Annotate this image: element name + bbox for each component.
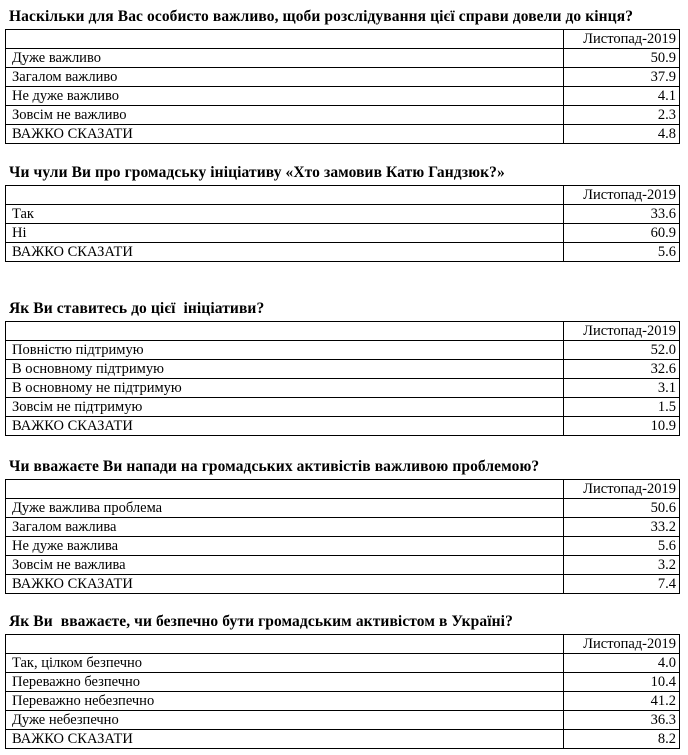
answer-value: 1.5 bbox=[564, 398, 680, 417]
answer-label: Дуже небезпечно bbox=[6, 711, 564, 730]
question-title: Чи чули Ви про громадську ініціативу «Хто замовив Катю Гандзюк?» bbox=[9, 164, 505, 181]
answer-value: 36.3 bbox=[564, 711, 680, 730]
question-block-attitude-initiative bbox=[5, 300, 679, 436]
answer-label: Загалом важлива bbox=[6, 518, 564, 537]
table-row bbox=[6, 537, 680, 556]
question-block-attacks-problem bbox=[5, 458, 679, 594]
answer-value: 8.2 bbox=[564, 730, 680, 749]
table-row bbox=[6, 398, 680, 417]
table-row bbox=[6, 730, 680, 749]
answer-value: 5.6 bbox=[564, 243, 680, 262]
answer-value: 3.1 bbox=[564, 379, 680, 398]
answer-label: Дуже важлива проблема bbox=[6, 499, 564, 518]
table-row bbox=[6, 379, 680, 398]
answer-value: 10.4 bbox=[564, 673, 680, 692]
answer-label: Загалом важливо bbox=[6, 68, 564, 87]
question-title: Як Ви вважаєте, чи безпечно бути громадським активістом в Україні? bbox=[9, 613, 513, 630]
answer-value: 32.6 bbox=[564, 360, 680, 379]
answer-value: 50.9 bbox=[564, 49, 680, 68]
table-row bbox=[6, 224, 680, 243]
header-row bbox=[6, 322, 680, 341]
answer-value: 33.2 bbox=[564, 518, 680, 537]
survey-table bbox=[5, 29, 680, 144]
header-row bbox=[6, 186, 680, 205]
empty-header-cell bbox=[6, 322, 564, 341]
answer-label: В основному підтримую bbox=[6, 360, 564, 379]
empty-header-cell bbox=[6, 30, 564, 49]
answer-label: Повністю підтримую bbox=[6, 341, 564, 360]
period-header: Листопад-2019 bbox=[564, 186, 680, 205]
answer-value: 50.6 bbox=[564, 499, 680, 518]
header-row bbox=[6, 480, 680, 499]
period-header: Листопад-2019 bbox=[564, 635, 680, 654]
answer-label: ВАЖКО СКАЗАТИ bbox=[6, 125, 564, 144]
table-body bbox=[6, 654, 680, 749]
period-header: Листопад-2019 bbox=[564, 322, 680, 341]
table-row bbox=[6, 87, 680, 106]
empty-header-cell bbox=[6, 480, 564, 499]
survey-table bbox=[5, 321, 680, 436]
question-block-investigation-importance bbox=[5, 8, 679, 144]
question-title: Як Ви ставитесь до цієї ініціативи? bbox=[9, 300, 265, 317]
table-row bbox=[6, 417, 680, 436]
answer-label: Так bbox=[6, 205, 564, 224]
table-row bbox=[6, 243, 680, 262]
question-title: Наскільки для Вас особисто важливо, щоби розслідування цієї справи довели до кінця? bbox=[9, 8, 634, 25]
answer-label: Не дуже важлива bbox=[6, 537, 564, 556]
answer-value: 2.3 bbox=[564, 106, 680, 125]
survey-table bbox=[5, 479, 680, 594]
answer-value: 7.4 bbox=[564, 575, 680, 594]
header-row bbox=[6, 635, 680, 654]
table-row bbox=[6, 49, 680, 68]
table-row bbox=[6, 205, 680, 224]
table-body bbox=[6, 205, 680, 262]
answer-label: Зовсім не підтримую bbox=[6, 398, 564, 417]
answer-value: 60.9 bbox=[564, 224, 680, 243]
survey-table bbox=[5, 185, 680, 262]
question-block-heard-initiative bbox=[5, 164, 679, 262]
period-header: Листопад-2019 bbox=[564, 480, 680, 499]
answer-label: Зовсім не важливо bbox=[6, 106, 564, 125]
table-row bbox=[6, 499, 680, 518]
answer-label: Не дуже важливо bbox=[6, 87, 564, 106]
answer-label: ВАЖКО СКАЗАТИ bbox=[6, 730, 564, 749]
answer-label: ВАЖКО СКАЗАТИ bbox=[6, 575, 564, 594]
answer-label: ВАЖКО СКАЗАТИ bbox=[6, 417, 564, 436]
answer-value: 10.9 bbox=[564, 417, 680, 436]
empty-header-cell bbox=[6, 635, 564, 654]
table-row bbox=[6, 106, 680, 125]
answer-label: Зовсім не важлива bbox=[6, 556, 564, 575]
table-row bbox=[6, 341, 680, 360]
question-block-activist-safety bbox=[5, 613, 679, 749]
header-row bbox=[6, 30, 680, 49]
table-row bbox=[6, 575, 680, 594]
answer-label: Переважно небезпечно bbox=[6, 692, 564, 711]
answer-label: В основному не підтримую bbox=[6, 379, 564, 398]
answer-value: 41.2 bbox=[564, 692, 680, 711]
table-row bbox=[6, 654, 680, 673]
answer-value: 3.2 bbox=[564, 556, 680, 575]
table-row bbox=[6, 673, 680, 692]
answer-label: Так, цілком безпечно bbox=[6, 654, 564, 673]
table-row bbox=[6, 125, 680, 144]
answer-value: 37.9 bbox=[564, 68, 680, 87]
answer-value: 33.6 bbox=[564, 205, 680, 224]
table-body bbox=[6, 341, 680, 436]
answer-value: 4.8 bbox=[564, 125, 680, 144]
answer-value: 4.0 bbox=[564, 654, 680, 673]
period-header: Листопад-2019 bbox=[564, 30, 680, 49]
table-row bbox=[6, 711, 680, 730]
answer-label: ВАЖКО СКАЗАТИ bbox=[6, 243, 564, 262]
answer-label: Переважно безпечно bbox=[6, 673, 564, 692]
table-row bbox=[6, 68, 680, 87]
table-row bbox=[6, 518, 680, 537]
table-body bbox=[6, 49, 680, 144]
answer-label: Ні bbox=[6, 224, 564, 243]
table-body bbox=[6, 499, 680, 594]
table-row bbox=[6, 556, 680, 575]
answer-value: 4.1 bbox=[564, 87, 680, 106]
answer-value: 5.6 bbox=[564, 537, 680, 556]
empty-header-cell bbox=[6, 186, 564, 205]
answer-label: Дуже важливо bbox=[6, 49, 564, 68]
table-row bbox=[6, 692, 680, 711]
table-row bbox=[6, 360, 680, 379]
question-title: Чи вважаєте Ви напади на громадських активістів важливою проблемою? bbox=[9, 458, 540, 475]
answer-value: 52.0 bbox=[564, 341, 680, 360]
